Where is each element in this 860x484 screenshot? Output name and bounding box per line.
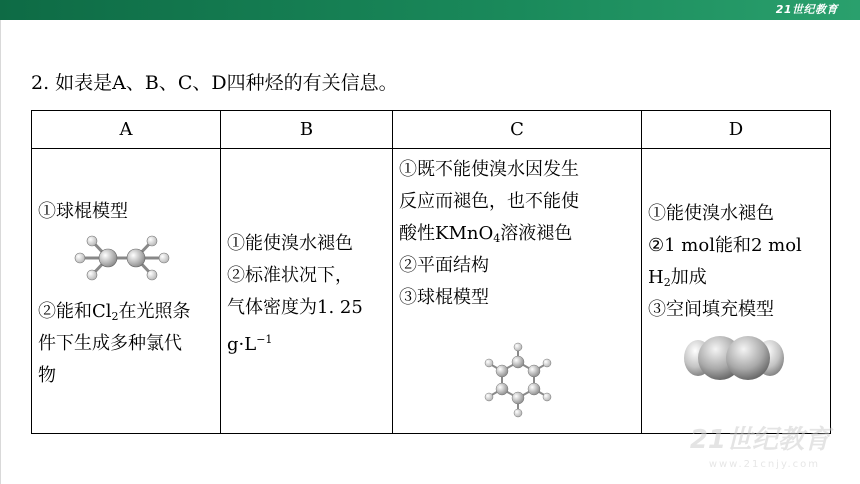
benzene-ball-stick-model — [483, 341, 553, 419]
c-line-1: ①既不能使溴水因发生 — [399, 159, 579, 180]
a-line-4: 物 — [38, 365, 56, 386]
c-line-5: ③球棍模型 — [399, 287, 489, 308]
c-line-3: 酸性KMnO$_4$溶液褪色 — [399, 223, 573, 245]
b-line-4: $g\cdot L^{-1}$ — [227, 333, 273, 355]
header-b: B — [221, 111, 393, 149]
a-line-2: ②能和$Cl_2$在光照条 — [38, 301, 191, 323]
b-line-2: ②标准状况下， — [227, 265, 353, 286]
cell-b — [221, 149, 393, 434]
ethylene-space-filling-model — [682, 333, 786, 383]
a-line-1: ①球棍模型 — [38, 201, 128, 222]
watermark-url: www.21cnjy.com — [708, 459, 820, 470]
b-line-3: 气体密度为1. 25 — [227, 297, 363, 318]
d-line-2: ②1 mol能和2 mol — [648, 235, 802, 256]
table-row — [32, 149, 831, 434]
d-line-1: ①能使溴水褪色 — [648, 203, 774, 224]
table-header-row — [32, 111, 831, 149]
header-bar — [0, 0, 860, 20]
question-text: 2. 如表是A、B、C、D四种烃的有关信息。 — [31, 72, 398, 94]
cell-a — [32, 149, 221, 434]
header-c: C — [393, 111, 642, 149]
cell-d — [642, 149, 831, 434]
left-border — [0, 20, 1, 484]
c-line-2: 反应而褪色，也不能使 — [399, 191, 579, 212]
header-d: D — [642, 111, 831, 149]
cell-c — [393, 149, 642, 434]
b-line-1: ①能使溴水褪色 — [227, 233, 353, 254]
brand-logo: 21世纪教育 — [775, 3, 838, 16]
info-table — [31, 110, 831, 434]
d-line-3: $H_2$加成 — [648, 267, 707, 289]
c-line-4: ②平面结构 — [399, 255, 489, 276]
a-line-3: 件下生成多种氯代 — [38, 333, 182, 354]
header-a: A — [32, 111, 221, 149]
watermark-logo: 21世纪教育 — [689, 425, 830, 455]
d-line-4: ③空间填充模型 — [648, 299, 774, 320]
ethane-ball-stick-model — [72, 229, 172, 287]
